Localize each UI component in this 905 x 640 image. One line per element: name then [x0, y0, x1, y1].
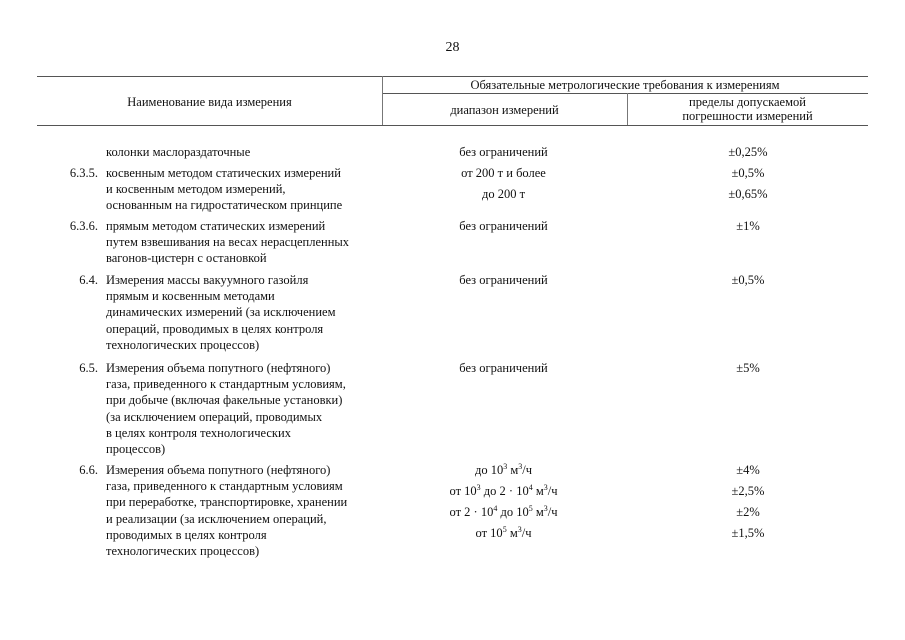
row-name: Измерения объема попутного (нефтяного) газа, приведенного к стандартным условиям, при добыче (включая факельные установки) (за исключением операций, проводимых в целях контроля технологических процессов): [106, 361, 346, 457]
header-error-line-1: пределы допускаемой: [689, 95, 806, 109]
row-error-value: ±5%: [736, 361, 760, 375]
page-number: 28: [445, 40, 460, 55]
row-error-list: [628, 460, 868, 544]
row-error-list: [628, 163, 868, 205]
row-range-value: от $2 \cdot 10^4$ до $10^5$ $м^3/ч$: [449, 504, 558, 519]
row-range-value: до 200 т: [481, 187, 526, 201]
row-number: 6.3.6.: [69, 219, 98, 233]
header-name-column: Наименование вида измерения: [127, 95, 292, 109]
header-bottom-rule: [37, 125, 868, 126]
header-range-column: диапазон измерений: [450, 103, 559, 117]
row-range-value: без ограничений: [459, 145, 548, 159]
row-error-value: ±0,65%: [728, 187, 768, 201]
row-number: 6.3.5.: [69, 166, 98, 180]
row-range-list: [382, 163, 625, 205]
row-range-value: без ограничений: [459, 361, 548, 375]
row-range-value: без ограничений: [459, 273, 548, 287]
row-name: колонки маслораздаточные: [106, 145, 251, 159]
row-name: прямым методом статических измерений путем взвешивания на весах нерасцепленных вагонов-цистерн с остановкой: [106, 219, 350, 266]
table-top-rule: [37, 76, 868, 77]
row-name: Измерения массы вакуумного газойля прямым и косвенным методами динамических измерений (за исключением операций, проводимых в целях контроля технологических процессов): [106, 273, 336, 352]
row-error-value: ±1,5%: [731, 526, 765, 540]
row-name: косвенным методом статических измерений и косвенным методом измерений, основанным на гидростатическом принципе: [106, 166, 343, 213]
row-error-value: ±2%: [736, 505, 760, 519]
row-error-value: ±0,25%: [728, 145, 768, 159]
row-error-value: ±0,5%: [731, 273, 765, 287]
header-error-column: [627, 95, 868, 123]
row-range-value: от $10^3$ до $2 \cdot 10^4$ $м^3/ч$: [449, 483, 558, 498]
row-range-list: [382, 460, 625, 544]
header-sub-rule: [382, 93, 868, 94]
header-requirements: Обязательные метрологические требования к измерениям: [470, 78, 780, 92]
row-name: Измерения объема попутного (нефтяного) газа, приведенного к стандартным условиям при переработке, транспортировке, хранении и реализации (за исключением операций, проводимых в целях контроля технологических процессов): [106, 463, 348, 559]
row-range-value: до $10^3$ $м^3/ч$: [474, 462, 533, 477]
row-range-value: от 200 т и более: [461, 166, 546, 180]
row-error-value: ±2,5%: [731, 484, 765, 498]
row-error-value: ±4%: [736, 463, 760, 477]
header-error-line-2: погрешности измерений: [682, 109, 813, 123]
row-range-value: без ограничений: [459, 219, 548, 233]
row-number: 6.5.: [79, 361, 98, 375]
row-number: 6.4.: [79, 273, 98, 287]
row-range-value: от $10^5$ $м^3/ч$: [475, 525, 532, 540]
row-error-value: ±1%: [736, 219, 760, 233]
row-error-value: ±0,5%: [731, 166, 765, 180]
row-number: 6.6.: [79, 463, 98, 477]
